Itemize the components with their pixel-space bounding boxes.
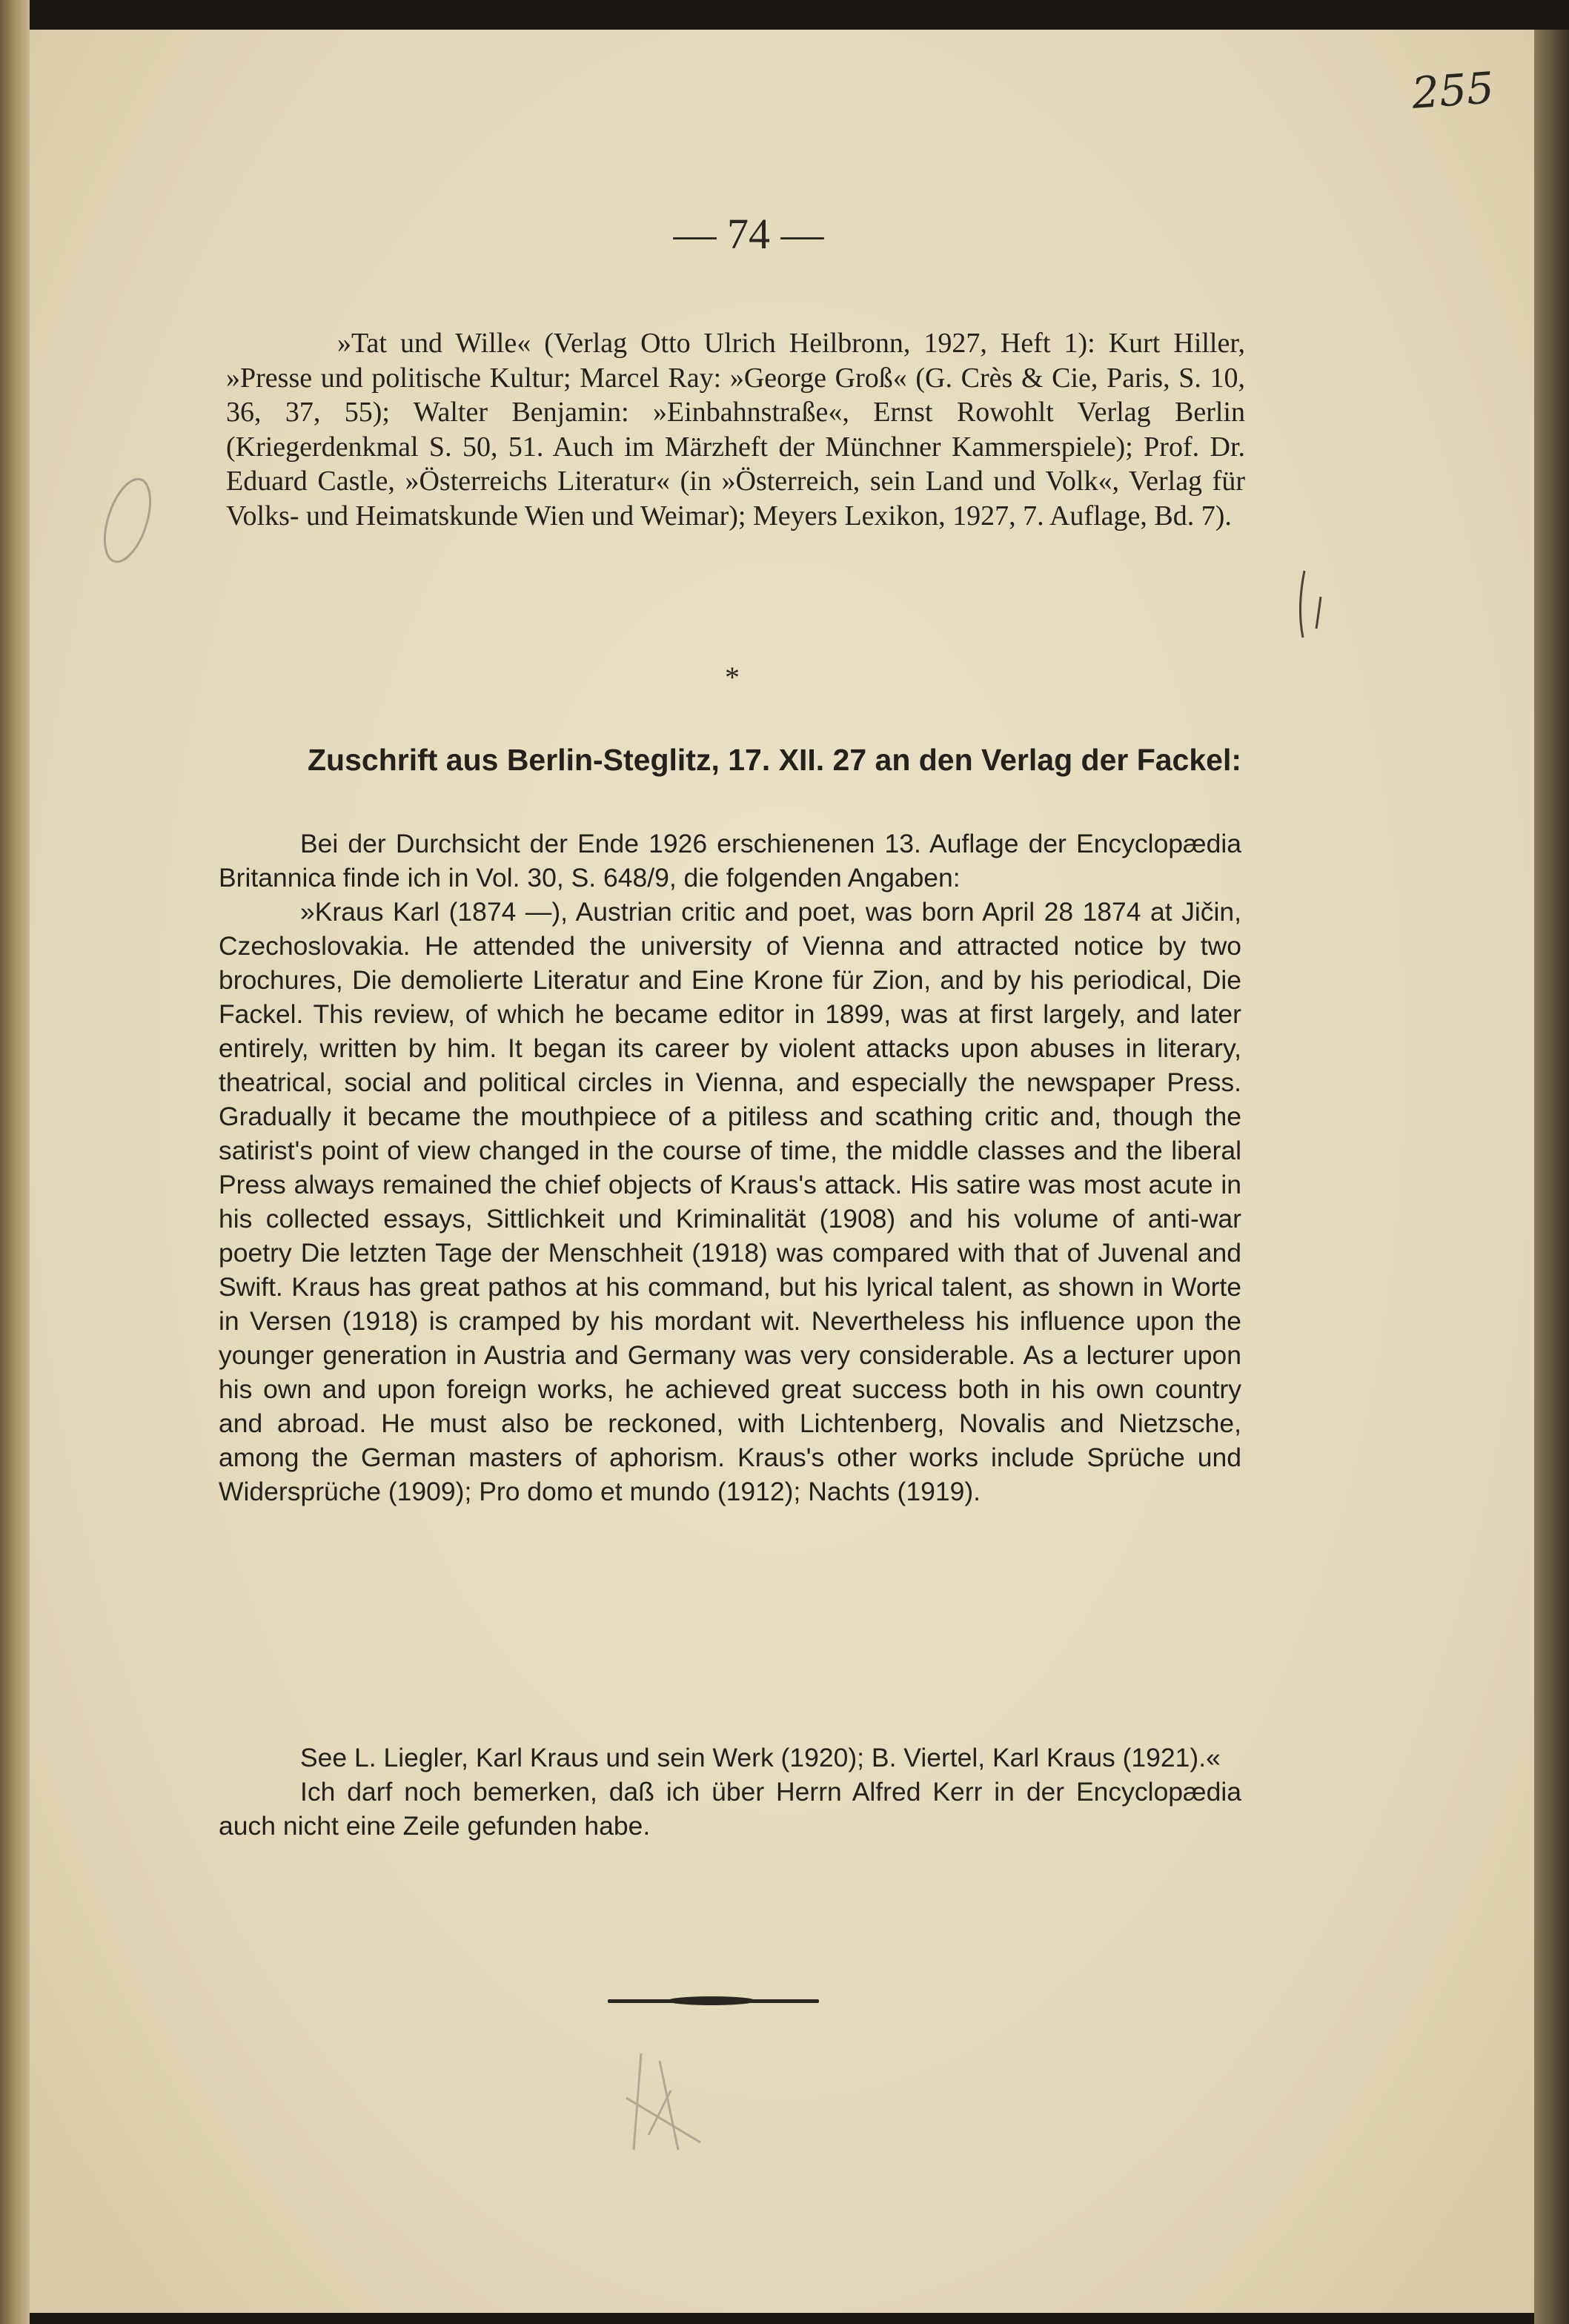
letter-body <box>219 827 1241 1509</box>
references-paragraph: »Tat und Wille« (Verlag Otto Ulrich Heilbronn, 1927, Heft 1): Kurt Hiller, »Presse und politische Kultur; Marcel Ray: »George Groß« (G. Crès & Cie, Paris, S. 10, 36, 37, 55); Walter Benjamin: »Einbahnstraße«, Ernst Rowohlt Verlag Berlin (Kriegerdenkmal S. 50, 51. Auch im Märzheft der Münchner Kammerspiele); Prof. Dr. Eduard Castle, »Österreichs Literatur« (in »Österreich, sein Land und Volk«, Verlag für Volks- und Heimatskunde Wien und Weimar); Meyers Lexikon, 1927, 7. Auflage, Bd. 7). <box>226 328 1245 532</box>
page-edge-shadow <box>1534 30 1569 2324</box>
closing-remark: Ich darf noch bemerken, daß ich über Herrn Alfred Kerr in der Encyclopædia auch nicht eine Zeile gefunden habe. <box>219 1777 1241 1841</box>
intro-paragraph: Bei der Durchsicht der Ende 1926 erschienenen 13. Auflage der Encyclopædia Britannica finde ich in Vol. 30, S. 648/9, die folgenden Angaben: <box>219 829 1241 893</box>
pencil-circle-mark <box>89 467 163 578</box>
pencil-margin-mark <box>1290 563 1341 645</box>
references-section <box>226 326 1245 533</box>
letter-heading: Zuschrift aus Berlin-Steglitz, 17. XII. 27 an den Verlag der Fackel: <box>308 743 1242 777</box>
letter-heading-block <box>219 741 1245 778</box>
end-rule-ornament <box>667 1996 756 2005</box>
closing-section <box>219 1741 1241 1843</box>
page-number: — 74 — <box>673 210 824 258</box>
encyclopedia-quote: »Kraus Karl (1874 —), Austrian critic and poet, was born April 28 1874 at Jičin, Czechoslovakia. He attended the university of Vienna and attracted notice by two brochures, Die demolierte Literatur and Eine Krone für Zion, and by his periodical, Die Fackel. This review, of which he became editor in 1899, was at first largely, and later entirely, written by him. It began its career by violent attacks upon abuses in literary, theatrical, social and political circles in Vienna, and especially the newspaper Press. Gradually it became the mouthpiece of a pitiless and scathing critic and, though the satirist's point of view changed in the course of time, the middle classes and the liberal Press always remained the chief objects of Kraus's attack. His satire was most acute in his collected essays, Sittlichkeit und Kriminalität (1908) and his volume of anti-war poetry Die letzten Tage der Menschheit (1918) was compared with that of Juvenal and Swift. Kraus has great pathos at his command, but his lyrical talent, as shown in Worte in Versen (1918) is cramped by his mordant wit. Nevertheless his influence upon the younger generation in Austria and Germany was very considerable. As a lecturer upon his own and upon foreign works, he achieved great success both in his own country and abroad. He must also be reckoned, with Lichtenberg, Novalis and Nietzsche, among the German masters of aphorism. Kraus's other works include Sprüche und Widersprüche (1909); Pro domo et mundo (1912); Nachts (1919). <box>219 897 1241 1506</box>
pencil-cross-mark <box>619 2046 715 2157</box>
handwritten-archive-number: 255 <box>1410 62 1496 119</box>
book-spine-shadow <box>0 0 30 2324</box>
see-also-reference: See L. Liegler, Karl Kraus und sein Werk (1920); B. Viertel, Karl Kraus (1921).« <box>300 1743 1221 1772</box>
section-separator-asterisk: * <box>725 661 740 694</box>
